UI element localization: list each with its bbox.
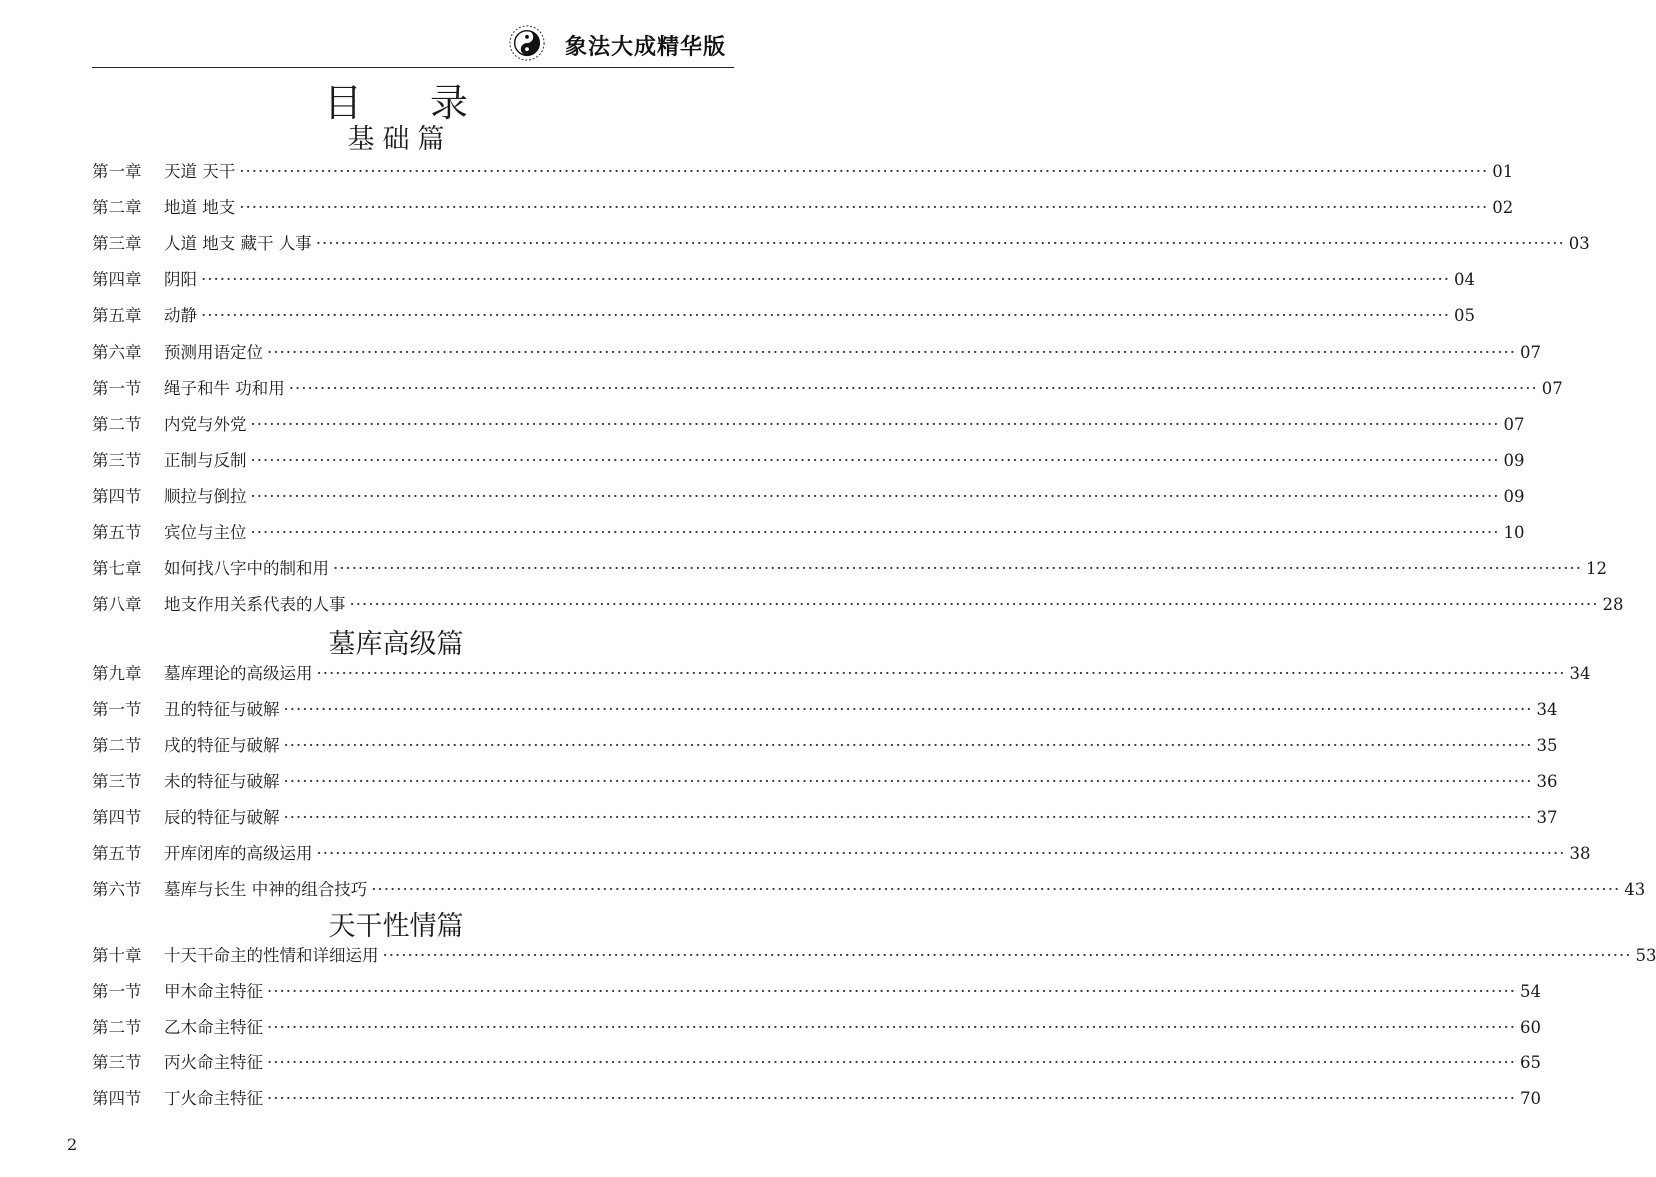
toc-entry-page: 07 bbox=[1541, 378, 1563, 398]
toc-entry-page: 35 bbox=[1536, 736, 1558, 755]
toc-entry-label: 第六节 bbox=[92, 880, 142, 899]
dot-leader: ········································································································································································································ bbox=[288, 378, 1538, 398]
dot-leader: ········································································································································································································ bbox=[201, 306, 1450, 326]
toc-entry-title: 辰的特征与破解 bbox=[164, 808, 280, 827]
toc-entry[interactable] bbox=[92, 375, 1563, 399]
toc-entry-page: 34 bbox=[1536, 700, 1558, 719]
toc-entry[interactable] bbox=[92, 978, 1541, 1002]
toc-entry-title: 丙火命主特征 bbox=[164, 1053, 263, 1073]
toc-entry-label: 第一节 bbox=[92, 981, 142, 1001]
dot-leader: ········································································································································································································ bbox=[316, 664, 1566, 683]
toc-entry[interactable] bbox=[92, 840, 1591, 864]
toc-entry-title: 天道 天干 bbox=[164, 162, 236, 181]
dot-leader: ········································································································································································································ bbox=[267, 981, 1516, 1001]
running-header bbox=[92, 20, 734, 68]
toc-entry-page: 54 bbox=[1519, 981, 1541, 1001]
toc-entry-title: 丁火命主特征 bbox=[164, 1089, 263, 1109]
toc-entry-label: 第二节 bbox=[92, 736, 142, 755]
toc-entry-title: 内党与外党 bbox=[164, 414, 247, 434]
toc-entry[interactable] bbox=[92, 768, 1558, 792]
toc-entry-page: 07 bbox=[1519, 342, 1541, 362]
dot-leader: ········································································································································································································ bbox=[283, 772, 1533, 791]
toc-entry-title: 如何找八字中的制和用 bbox=[164, 559, 329, 579]
toc-entry-label: 第二章 bbox=[92, 198, 142, 218]
header-title: 象法大成精华版 bbox=[564, 35, 726, 60]
toc-entry-page: 38 bbox=[1569, 844, 1591, 863]
toc-entry[interactable] bbox=[92, 696, 1558, 720]
toc-entry-title: 开库闭库的高级运用 bbox=[164, 844, 313, 863]
dot-leader: ········································································································································································································ bbox=[267, 342, 1516, 362]
dot-leader: ········································································································································································································ bbox=[283, 736, 1533, 755]
toc-entry-page: 70 bbox=[1519, 1089, 1541, 1109]
page-number: 2 bbox=[67, 1135, 78, 1154]
toc-entry-page: 07 bbox=[1503, 414, 1525, 434]
toc-entry-label: 第四节 bbox=[92, 486, 142, 506]
toc-entry[interactable] bbox=[92, 447, 1525, 471]
toc-entry-label: 第二节 bbox=[92, 1017, 142, 1037]
dot-leader: ········································································································································································································ bbox=[250, 414, 1500, 434]
toc-entry-label: 第四节 bbox=[92, 1089, 142, 1109]
toc-entry-label: 第十章 bbox=[92, 946, 142, 965]
dot-leader: ········································································································································································································ bbox=[239, 162, 1489, 181]
toc-entry[interactable] bbox=[92, 732, 1558, 756]
toc-entry-page: 28 bbox=[1602, 595, 1624, 615]
dot-leader: ········································································································································································································ bbox=[250, 450, 1500, 470]
dot-leader: ········································································································································································································ bbox=[371, 880, 1621, 899]
section-title: 基础篇 bbox=[347, 124, 453, 155]
toc-entry[interactable] bbox=[92, 942, 1656, 966]
toc-entry-label: 第一节 bbox=[92, 378, 142, 398]
toc-entry[interactable] bbox=[92, 158, 1514, 182]
toc-entry-title: 人道 地支 藏干 人事 bbox=[164, 234, 312, 254]
toc-entry-title: 甲木命主特征 bbox=[164, 981, 263, 1001]
toc-entry-label: 第七章 bbox=[92, 559, 142, 579]
toc-entry[interactable] bbox=[92, 1085, 1541, 1109]
toc-entry-title: 绳子和牛 功和用 bbox=[164, 378, 285, 398]
dot-leader: ········································································································································································································ bbox=[283, 808, 1533, 827]
toc-entry-page: 01 bbox=[1492, 162, 1514, 181]
toc-entry[interactable] bbox=[92, 230, 1590, 254]
section-title: 天干性情篇 bbox=[328, 911, 464, 942]
toc-entry[interactable] bbox=[92, 194, 1514, 218]
toc-entry-label: 第五节 bbox=[92, 523, 142, 542]
toc-entry-page: 34 bbox=[1569, 664, 1591, 683]
toc-entry-label: 第一章 bbox=[92, 162, 142, 181]
toc-entry-label: 第四节 bbox=[92, 808, 142, 827]
toc-entry-page: 36 bbox=[1536, 772, 1558, 791]
dot-leader: ········································································································································································································ bbox=[283, 700, 1533, 719]
toc-entry-page: 65 bbox=[1519, 1053, 1541, 1073]
toc-entry-title: 乙木命主特征 bbox=[164, 1017, 263, 1037]
toc-entry-page: 37 bbox=[1536, 808, 1558, 827]
toc-entry-label: 第八章 bbox=[92, 595, 142, 615]
toc-entry-label: 第五节 bbox=[92, 844, 142, 863]
dot-leader: ········································································································································································································ bbox=[239, 198, 1489, 218]
toc-entry-label: 第九章 bbox=[92, 664, 142, 683]
dot-leader: ········································································································································································································ bbox=[382, 946, 1632, 965]
toc-entry-title: 未的特征与破解 bbox=[164, 772, 280, 791]
toc-entry-page: 09 bbox=[1503, 486, 1525, 506]
yin-yang-icon bbox=[508, 24, 546, 62]
dot-leader: ········································································································································································································ bbox=[250, 523, 1500, 542]
toc-entry-title: 预测用语定位 bbox=[164, 342, 263, 362]
toc-entry-page: 03 bbox=[1568, 234, 1590, 254]
dot-leader: ········································································································································································································ bbox=[267, 1089, 1516, 1109]
toc-entry[interactable] bbox=[92, 339, 1541, 363]
toc-entry[interactable] bbox=[92, 1049, 1541, 1073]
dot-leader: ········································································································································································································ bbox=[267, 1053, 1516, 1073]
page-title: 目 录 bbox=[323, 81, 497, 125]
toc-entry-title: 十天干命主的性情和详细运用 bbox=[164, 946, 379, 965]
toc-entry-page: 09 bbox=[1503, 450, 1525, 470]
toc-entry-label: 第二节 bbox=[92, 414, 142, 434]
toc-entry[interactable] bbox=[92, 302, 1475, 326]
toc-entry-page: 53 bbox=[1635, 946, 1656, 965]
toc-entry-title: 地道 地支 bbox=[164, 198, 236, 218]
toc-entry[interactable] bbox=[92, 411, 1525, 435]
toc-entry-title: 顺拉与倒拉 bbox=[164, 486, 247, 506]
toc-entry[interactable] bbox=[92, 660, 1591, 684]
toc-entry[interactable] bbox=[92, 804, 1558, 828]
toc-entry[interactable] bbox=[92, 555, 1607, 579]
toc-entry-page: 05 bbox=[1453, 306, 1475, 326]
toc-entry-page: 10 bbox=[1503, 523, 1525, 542]
header-rule bbox=[92, 67, 734, 68]
dot-leader: ········································································································································································································ bbox=[201, 270, 1450, 290]
toc-entry-label: 第一节 bbox=[92, 700, 142, 719]
dot-leader: ········································································································································································································ bbox=[349, 595, 1599, 615]
toc-entry-label: 第六章 bbox=[92, 342, 142, 362]
toc-entry[interactable] bbox=[92, 876, 1646, 900]
toc-entry-page: 04 bbox=[1453, 270, 1475, 290]
toc-entry-title: 地支作用关系代表的人事 bbox=[164, 595, 346, 615]
toc-entry-label: 第三节 bbox=[92, 772, 142, 791]
dot-leader: ········································································································································································································ bbox=[333, 559, 1582, 579]
toc-entry-title: 动静 bbox=[164, 306, 197, 326]
toc-entry-label: 第三节 bbox=[92, 450, 142, 470]
toc-entry-page: 02 bbox=[1492, 198, 1514, 218]
section-title: 墓库高级篇 bbox=[328, 629, 464, 660]
toc-entry-title: 墓库理论的高级运用 bbox=[164, 664, 313, 683]
toc-entry-title: 墓库与长生 中神的组合技巧 bbox=[164, 880, 368, 899]
dot-leader: ········································································································································································································ bbox=[250, 486, 1500, 506]
toc-entry-page: 60 bbox=[1519, 1017, 1541, 1037]
toc-entry-page: 12 bbox=[1585, 559, 1607, 579]
toc-entry-title: 戌的特征与破解 bbox=[164, 736, 280, 755]
toc-entry-label: 第三节 bbox=[92, 1053, 142, 1073]
dot-leader: ········································································································································································································ bbox=[315, 234, 1565, 254]
toc-entry[interactable] bbox=[92, 483, 1525, 507]
toc-entry-label: 第五章 bbox=[92, 306, 142, 326]
toc-entry[interactable] bbox=[92, 591, 1624, 615]
dot-leader: ········································································································································································································ bbox=[316, 844, 1566, 863]
dot-leader: ········································································································································································································ bbox=[267, 1017, 1516, 1037]
toc-entry-title: 正制与反制 bbox=[164, 450, 247, 470]
toc-entry-page: 43 bbox=[1624, 880, 1646, 899]
toc-entry-title: 阴阳 bbox=[164, 270, 197, 290]
toc-entry[interactable] bbox=[92, 266, 1475, 290]
toc-entry[interactable] bbox=[92, 1014, 1541, 1038]
toc-entry-title: 丑的特征与破解 bbox=[164, 700, 280, 719]
toc-entry[interactable] bbox=[92, 519, 1525, 543]
toc-entry-label: 第四章 bbox=[92, 270, 142, 290]
toc-entry-title: 宾位与主位 bbox=[164, 523, 247, 542]
toc-entry-label: 第三章 bbox=[92, 234, 142, 254]
